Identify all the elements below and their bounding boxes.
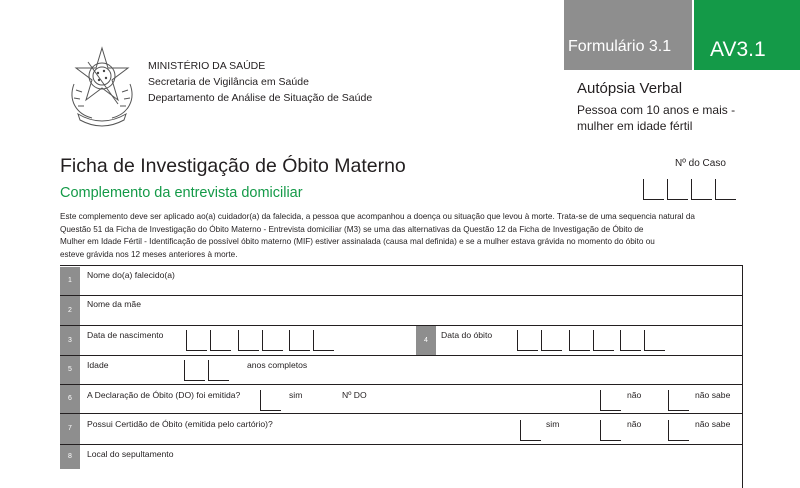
row-divider bbox=[60, 413, 742, 414]
case-digit-4[interactable] bbox=[715, 179, 736, 200]
row-divider bbox=[60, 355, 742, 356]
death-declaration-unknown-checkbox[interactable] bbox=[668, 390, 689, 411]
birth-day-digit-2[interactable] bbox=[210, 330, 231, 351]
birth-date-label: Data de nascimento bbox=[87, 330, 164, 340]
death-declaration-no-checkbox[interactable] bbox=[600, 390, 621, 411]
row-number-8: 8 bbox=[60, 445, 80, 469]
death-day-digit-1[interactable] bbox=[517, 330, 538, 351]
birth-year-digit-1[interactable] bbox=[289, 330, 310, 351]
case-digit-2[interactable] bbox=[667, 179, 688, 200]
death-certificate-yes-checkbox[interactable] bbox=[520, 420, 541, 441]
death-day-digit-2[interactable] bbox=[541, 330, 562, 351]
intro-line-1: Este complemento deve ser aplicado ao(a) cuidador(a) da falecida, a pessoa que acompanhou a doença ou situação que levou à morte. Trata-se de uma sequencia natural da bbox=[60, 212, 695, 221]
death-certificate-no-label: não bbox=[627, 419, 642, 429]
row-divider bbox=[60, 325, 742, 326]
death-declaration-no-label: não bbox=[627, 390, 642, 400]
death-declaration-yes-label: sim bbox=[289, 390, 303, 400]
autopsy-subtitle-line1: Pessoa com 10 anos e mais - bbox=[577, 103, 736, 117]
ministry-block bbox=[148, 58, 372, 106]
form-number-label: Formulário 3.1 bbox=[568, 38, 672, 55]
intro-line-2: Questão 51 da Ficha de Investigação do Óbito Materno - Entrevista domiciliar (M3) se uma das alternativas da Questão 12 da Ficha de Investigação de Óbito de bbox=[60, 224, 644, 234]
row-number-6: 6 bbox=[60, 385, 80, 413]
birth-day-digit-1[interactable] bbox=[186, 330, 207, 351]
row-number-3: 3 bbox=[60, 326, 80, 355]
intro-line-4: esteve grávida nos 12 meses anteriores à morte. bbox=[60, 249, 238, 259]
birth-month-digit-2[interactable] bbox=[262, 330, 283, 351]
department-name: Departamento de Análise de Situação de Saúde bbox=[148, 92, 373, 104]
death-certificate-question: Possui Certidão de Óbito (emitida pelo cartório)? bbox=[87, 419, 273, 429]
birth-year-digit-2[interactable] bbox=[313, 330, 334, 351]
death-year-digit-2[interactable] bbox=[644, 330, 665, 351]
row-divider bbox=[60, 384, 742, 385]
row-divider bbox=[60, 295, 742, 296]
row-number-1: 1 bbox=[60, 267, 80, 295]
brazil-coat-of-arms-icon bbox=[62, 44, 142, 128]
row-number-5: 5 bbox=[60, 356, 80, 384]
death-date-label: Data do óbito bbox=[441, 330, 493, 340]
autopsy-subtitle-line2: mulher em idade fértil bbox=[577, 119, 693, 133]
ministry-name: MINISTÉRIO DA SAÚDE bbox=[148, 60, 266, 72]
row-divider bbox=[60, 444, 742, 445]
death-month-digit-2[interactable] bbox=[593, 330, 614, 351]
case-digit-3[interactable] bbox=[691, 179, 712, 200]
death-declaration-yes-checkbox[interactable] bbox=[260, 390, 281, 411]
case-digit-1[interactable] bbox=[643, 179, 664, 200]
death-certificate-yes-label: sim bbox=[546, 419, 560, 429]
row-number-2: 2 bbox=[60, 296, 80, 325]
row-number-7: 7 bbox=[60, 414, 80, 444]
form-code-label: AV3.1 bbox=[710, 38, 766, 61]
form-code-box bbox=[694, 0, 800, 70]
age-label: Idade bbox=[87, 360, 109, 370]
death-certificate-unknown-label: não sabe bbox=[695, 419, 731, 429]
autopsy-subtitle bbox=[577, 102, 767, 134]
burial-place-label: Local do sepultamento bbox=[87, 449, 174, 459]
mother-name-label: Nome da mãe bbox=[87, 299, 141, 309]
death-certificate-unknown-checkbox[interactable] bbox=[668, 420, 689, 441]
deceased-name-label: Nome do(a) falecido(a) bbox=[87, 270, 175, 280]
secretariat-name: Secretaria de Vigilância em Saúde bbox=[148, 76, 309, 88]
birth-month-digit-1[interactable] bbox=[238, 330, 259, 351]
age-digit-1[interactable] bbox=[184, 360, 205, 381]
form-table bbox=[60, 265, 743, 488]
death-month-digit-1[interactable] bbox=[569, 330, 590, 351]
page-title: Ficha de Investigação de Óbito Materno bbox=[60, 155, 406, 177]
form-number-box bbox=[564, 0, 692, 70]
intro-paragraph bbox=[60, 211, 740, 261]
age-unit-label: anos completos bbox=[247, 360, 308, 370]
autopsy-title: Autópsia Verbal bbox=[577, 80, 683, 97]
page-subtitle: Complemento da entrevista domiciliar bbox=[60, 185, 303, 201]
death-declaration-question: A Declaração de Óbito (DO) foi emitida? bbox=[87, 390, 241, 400]
death-certificate-no-checkbox[interactable] bbox=[600, 420, 621, 441]
case-number-label: Nº do Caso bbox=[675, 158, 726, 169]
age-digit-2[interactable] bbox=[208, 360, 229, 381]
row-number-4: 4 bbox=[416, 326, 436, 355]
death-year-digit-1[interactable] bbox=[620, 330, 641, 351]
intro-line-3: Mulher em Idade Fértil - Identificação de possível óbito materno (MIF) estiver assinalada (causa mal definida) e se a mulher estava grávida no momento do óbito ou bbox=[60, 237, 655, 246]
death-declaration-number-label: Nº DO bbox=[342, 390, 367, 400]
death-declaration-unknown-label: não sabe bbox=[695, 390, 731, 400]
